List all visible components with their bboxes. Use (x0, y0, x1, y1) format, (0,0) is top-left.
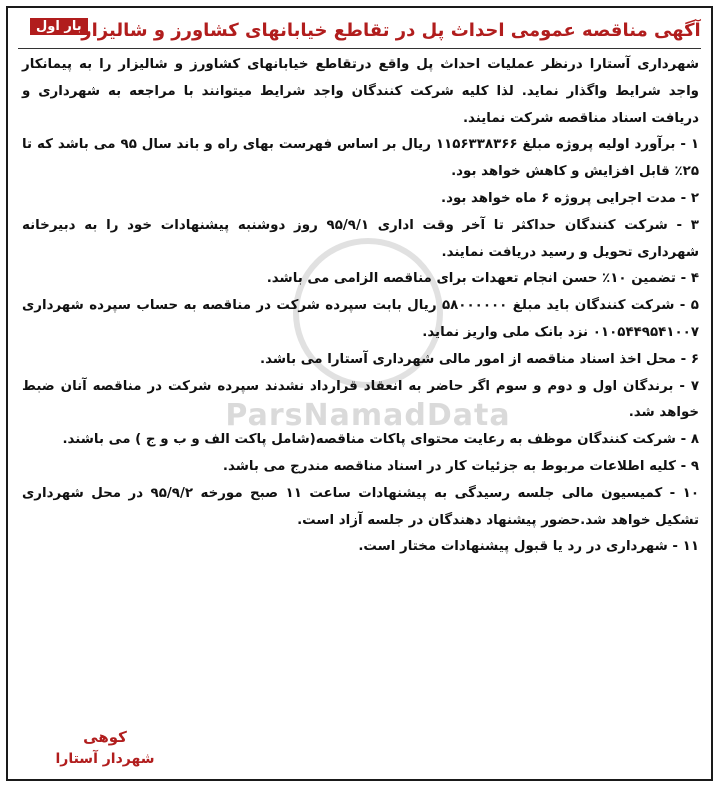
notice-item-7: ۷ - برندگان اول و دوم و سوم اگر حاضر به انعقاد قرارداد نشدند سپرده شرکت در مناقصه آنان ضبط خواهد شد. (22, 378, 699, 421)
notice-title: آگهی مناقصه عمومی احداث پل در تقاطع خیابانهای کشاورز و شالیزار (81, 20, 701, 41)
notice-item-4: ۴ - تضمین ۱۰٪ حسن انجام تعهدات برای مناقصه الزامی می باشد. (266, 271, 699, 287)
notice-item-11: ۱۱ - شهرداری در رد یا قبول پیشنهادات مختار است. (358, 539, 699, 555)
watermark-brand: ParsNamadData (225, 398, 511, 433)
notice-item-6: ۶ - محل اخذ اسناد مناقصه از امور مالی شهرداری آستارا می باشد. (260, 351, 699, 367)
notice-item-5: ۵ - شرکت کنندگان باید مبلغ ۵۸۰۰۰۰۰۰ ریال بابت سپرده شرکت در مناقصه به حساب سپرده شهرداری ۰۱۰۵۴۴۹۵۴۱۰۰۷ نزد بانک ملی واریز نماید. (22, 298, 699, 340)
notice-intro: شهرداری آستارا درنظر عملیات احداث پل واقع درتقاطع خیابانهای کشاورز و شالیزار را به پیمانکار واجد شرایط واگذار نماید. لذا کلیه شرکت کنندگان واجد شرایط میتوانند با مراجعه به شهرداری و دریافت اسناد مناقصه شرکت نمایند. (22, 57, 699, 126)
notice-item-9: ۹ - کلیه اطلاعات مربوط به جزئیات کار در اسناد مناقصه مندرج می باشد. (222, 458, 699, 474)
signature-title: شهردار آستارا (55, 751, 155, 767)
notice-item-10: ۱۰ - کمیسیون مالی جلسه رسیدگی به پیشنهادات ساعت ۱۱ صبح مورخه ۹۵/۹/۲ در محل شهرداری تشکیل خواهد شد.حضور پیشنهاد دهندگان در جلسه آزاد است. (22, 485, 699, 528)
title-divider (18, 48, 701, 49)
notice-body (22, 52, 699, 561)
notice-frame (6, 6, 713, 781)
signature-name: کوهی (83, 728, 127, 746)
notice-item-2: ۲ - مدت اجرایی پروژه ۶ ماه خواهد بود. (440, 190, 699, 206)
signature-block (30, 726, 180, 770)
first-publication-badge: بار اول (30, 18, 88, 35)
notice-item-3: ۳ - شرکت کنندگان حداکثر تا آخر وقت اداری ۹۵/۹/۱ روز دوشنبه پیشنهادات خود را به دبیرخانه شهرداری تحویل و رسید دریافت نمایند. (22, 217, 699, 260)
notice-item-8: ۸ - شرکت کنندگان موظف به رعایت محتوای پاکات مناقصه(شامل پاکت الف و ب و ج ) می باشند. (62, 432, 699, 448)
notice-item-1: ۱ - برآورد اولیه پروژه مبلغ ۱۱۵۶۳۳۸۳۶۶ ریال بر اساس فهرست بهای راه و باند سال ۹۵ می باشد که تا ۲۵٪ قابل افزایش و کاهش خواهد بود. (22, 137, 699, 180)
